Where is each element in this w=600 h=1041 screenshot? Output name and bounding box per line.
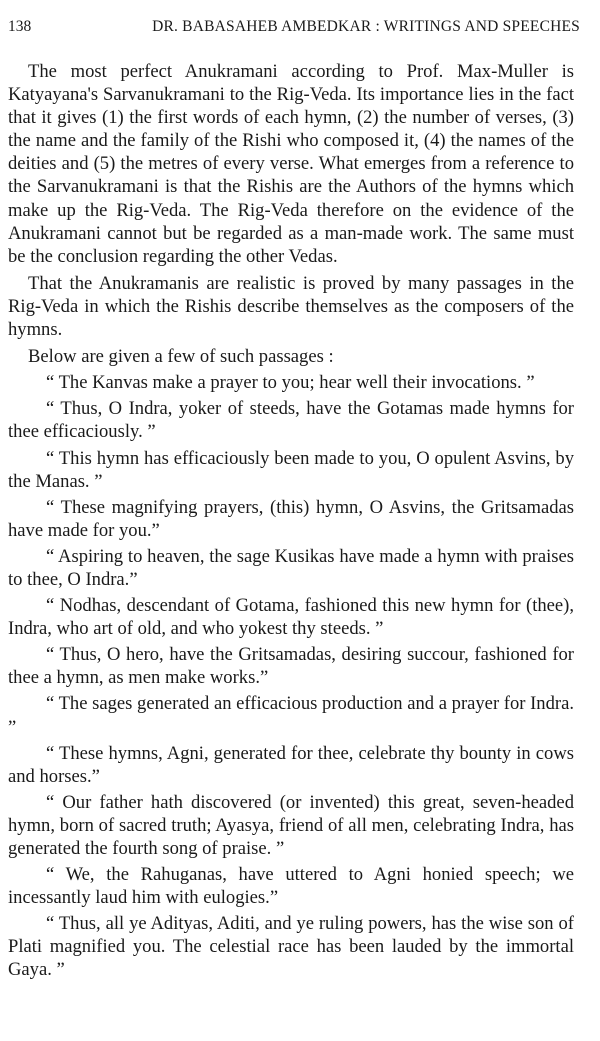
quote: “ Thus, O hero, have the Gritsamadas, desiring succour, fashioned for thee a hymn, as men make works.”	[8, 644, 574, 689]
quote: “ We, the Rahuganas, have uttered to Agni honied speech; we incessantly laud him with eulogies.”	[8, 864, 574, 909]
quote: “ The Kanvas make a prayer to you; hear well their invocations. ”	[46, 372, 535, 394]
quote: “ The sages generated an efficacious production and a prayer for Indra. ”	[8, 693, 574, 738]
paragraph: That the Anukramanis are realistic is proved by many passages in the Rig-Veda in which the Rishis describe themselves as the composers of the hymns.	[8, 272, 574, 341]
running-title: DR. BABASAHEB AMBEDKAR : WRITINGS AND SPEECHES	[152, 18, 580, 35]
paragraph: The most perfect Anukramani according to Prof. Max-Muller is Katyayana's Sarvanukramani to the Rig-Veda. Its importance lies in the fact that it gives (1) the first words of each hymn, (2) the number of verses, (3) the name and the family of the Rishi who composed it, (4) the names of the deities and (5) the metres of every verse. What emerges from a reference to the Sarvanukramani is that the Rishis are the Authors of the hymns which make up the Rig-Veda. The Rig-Veda therefore on the evidence of the Anukramani cannot but be regarded as a man-made work. The same must be the conclusion regarding the other Vedas.	[8, 61, 574, 267]
quote: “ These magnifying prayers, (this) hymn, O Asvins, the Gritsamadas have made for you.”	[8, 496, 574, 541]
quote: “ This hymn has efficaciously been made to you, O opulent Asvins, by the Manas. ”	[8, 447, 574, 492]
quote: “ Our father hath discovered (or invented) this great, seven-headed hymn, born of sacred truth; Ayasya, friend of all men, celebrating Indra, has generated the fourth song of praise. ”	[8, 791, 574, 859]
paragraph: Below are given a few of such passages :	[28, 346, 334, 368]
quote: “ These hymns, Agni, generated for thee, celebrate thy bounty in cows and horses.”	[8, 742, 574, 787]
page-header	[8, 18, 580, 44]
quote: “ Nodhas, descendant of Gotama, fashioned this new hymn for (thee), Indra, who art of old, and who yokest thy steeds. ”	[8, 595, 574, 640]
quote: “ Aspiring to heaven, the sage Kusikas have made a hymn with praises to thee, O Indra.”	[8, 545, 574, 590]
page-body	[8, 60, 574, 982]
quote: “ Thus, all ye Adityas, Aditi, and ye ruling powers, has the wise son of Plati magnified you. The celestial race has been lauded by the immortal Gaya. ”	[8, 913, 574, 981]
quote: “ Thus, O Indra, yoker of steeds, have the Gotamas made hymns for thee efficaciously. ”	[8, 398, 574, 443]
page-number: 138	[8, 18, 32, 35]
